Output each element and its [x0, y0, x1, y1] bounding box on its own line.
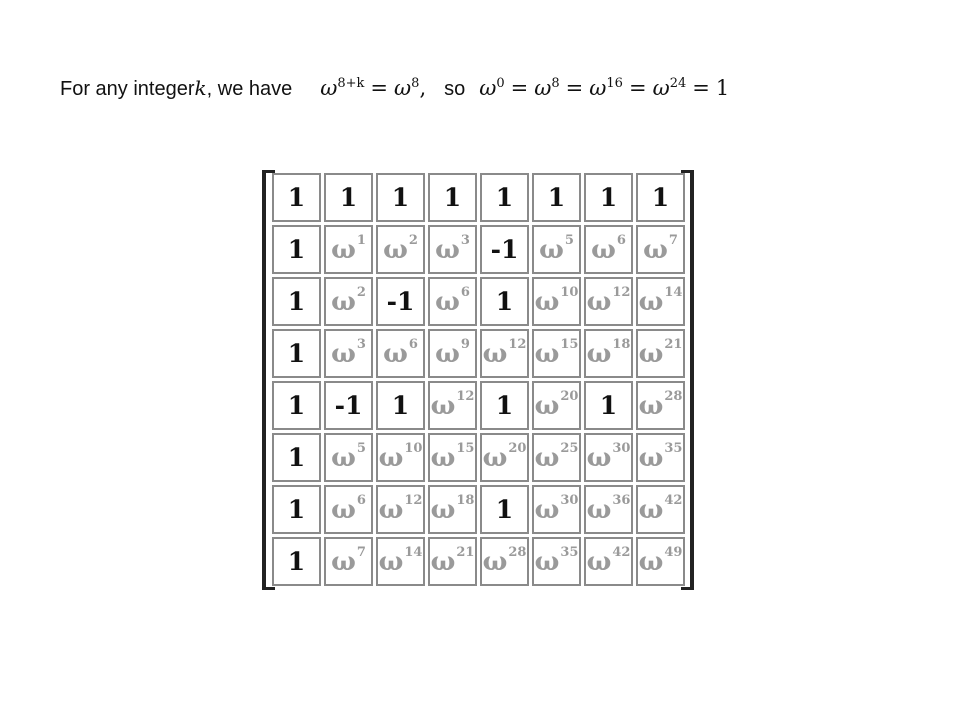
omega-base: ω — [383, 338, 408, 369]
omega-exponent: 5 — [356, 441, 366, 456]
omega-exponent: 10 — [404, 441, 423, 456]
matrix-grid — [272, 173, 685, 586]
matrix-cell — [532, 277, 581, 326]
omega-exponent: 49 — [664, 545, 683, 560]
matrix-cell — [532, 537, 581, 586]
matrix-cell — [376, 433, 425, 482]
omega-exponent: 20 — [560, 389, 579, 404]
omega-base: ω — [638, 546, 664, 577]
matrix-cell — [428, 537, 477, 586]
chain-term-base: ω — [479, 76, 497, 100]
matrix-cell: 1 — [272, 277, 321, 326]
omega-exponent: 2 — [408, 233, 418, 248]
omega-exponent: 14 — [404, 545, 423, 560]
matrix-cell — [636, 329, 685, 378]
matrix-cell: 1 — [272, 485, 321, 534]
omega-exponent: 7 — [668, 233, 678, 248]
omega-exponent: 21 — [456, 545, 475, 560]
matrix-cell: 1 — [376, 173, 425, 222]
eq1-lhs-base: ω — [320, 76, 338, 100]
omega-exponent: 7 — [356, 545, 366, 560]
omega-base: ω — [638, 286, 664, 317]
matrix-cell — [584, 277, 633, 326]
matrix-cell: 1 — [272, 381, 321, 430]
omega-exponent: 18 — [456, 493, 475, 508]
omega-exponent: 35 — [664, 441, 683, 456]
omega-base: ω — [331, 442, 356, 473]
matrix-cell: 1 — [584, 381, 633, 430]
matrix-cell: 1 — [428, 173, 477, 222]
equals-sign: = — [692, 76, 710, 100]
matrix-cell: 1 — [272, 329, 321, 378]
omega-base: ω — [638, 390, 664, 421]
omega-base: ω — [539, 234, 564, 265]
variable-k: k — [194, 76, 207, 100]
headline — [60, 76, 729, 108]
periodicity-equation: ω $^{8+k}$ = ω $^8$ , — [320, 76, 427, 100]
chain-term-base: ω — [534, 76, 552, 100]
matrix-cell: 1 — [480, 277, 529, 326]
chain-result: 1 — [715, 76, 730, 100]
right-bracket — [681, 170, 694, 590]
matrix-cell: 1 — [324, 173, 373, 222]
matrix-cell — [324, 277, 373, 326]
matrix-cell — [376, 485, 425, 534]
matrix-cell: 1 — [272, 537, 321, 586]
omega-base: ω — [435, 338, 460, 369]
omega-exponent: 28 — [508, 545, 527, 560]
omega-exponent: 2 — [356, 285, 366, 300]
omega-exponent: 15 — [560, 337, 579, 352]
omega-base: ω — [586, 494, 612, 525]
omega-exponent: 30 — [612, 441, 631, 456]
matrix-cell: -1 — [480, 225, 529, 274]
matrix-cell: 1 — [376, 381, 425, 430]
omega-exponent: 12 — [404, 493, 423, 508]
omega-base: ω — [430, 390, 456, 421]
omega-base: ω — [638, 442, 664, 473]
omega-base: ω — [534, 494, 560, 525]
matrix-cell — [428, 277, 477, 326]
matrix-cell — [532, 329, 581, 378]
omega-exponent: 3 — [356, 337, 366, 352]
omega-base: ω — [331, 546, 356, 577]
omega-base: ω — [586, 338, 612, 369]
omega-base: ω — [435, 234, 460, 265]
omega-exponent: 35 — [560, 545, 579, 560]
omega-exponent: 18 — [612, 337, 631, 352]
omega-base: ω — [435, 286, 460, 317]
omega-exponent: 42 — [612, 545, 631, 560]
omega-exponent: 28 — [664, 389, 683, 404]
matrix-cell: -1 — [376, 277, 425, 326]
omega-base: ω — [378, 494, 404, 525]
matrix-cell — [376, 329, 425, 378]
omega-exponent: 15 — [456, 441, 475, 456]
matrix-cell — [636, 381, 685, 430]
matrix-cell — [636, 485, 685, 534]
omega-exponent: 10 — [560, 285, 579, 300]
omega-base: ω — [586, 442, 612, 473]
omega-base: ω — [638, 338, 664, 369]
matrix-cell — [532, 381, 581, 430]
omega-exponent: 14 — [664, 285, 683, 300]
omega-exponent: 1 — [356, 233, 366, 248]
equals-sign: = — [510, 76, 529, 100]
omega-exponent: 3 — [460, 233, 470, 248]
matrix-cell — [584, 537, 633, 586]
equals-sign: = — [628, 76, 647, 100]
matrix-cell: 1 — [272, 173, 321, 222]
matrix-cell: 1 — [480, 381, 529, 430]
omega-base: ω — [430, 442, 456, 473]
matrix-cell — [636, 225, 685, 274]
matrix-cell: 1 — [636, 173, 685, 222]
omega-base: ω — [378, 442, 404, 473]
headline-prefix: For any integer — [60, 78, 195, 100]
omega-exponent: 5 — [564, 233, 574, 248]
matrix-cell: 1 — [272, 433, 321, 482]
matrix-cell — [584, 329, 633, 378]
omega-base: ω — [482, 338, 508, 369]
omega-base: ω — [331, 234, 356, 265]
equals-sign: = — [565, 76, 584, 100]
matrix-cell — [636, 537, 685, 586]
omega-base: ω — [586, 546, 612, 577]
matrix-cell — [480, 537, 529, 586]
omega-base: ω — [430, 546, 456, 577]
matrix-cell: 1 — [532, 173, 581, 222]
omega-exponent: 6 — [356, 493, 366, 508]
equals-sign: = — [370, 76, 389, 100]
matrix-cell — [636, 277, 685, 326]
omega-exponent: 6 — [460, 285, 470, 300]
matrix-cell — [324, 329, 373, 378]
omega-base: ω — [482, 546, 508, 577]
matrix-cell — [636, 433, 685, 482]
identity-chain: ω $^0$ = ω $^8$ = ω $^{16}$ = ω $^{24}$ = 1 — [479, 76, 730, 100]
matrix-cell — [532, 485, 581, 534]
chain-term-base: ω — [652, 76, 670, 100]
matrix-cell: 1 — [480, 173, 529, 222]
omega-base: ω — [378, 546, 404, 577]
matrix-cell — [428, 381, 477, 430]
matrix-cell — [376, 225, 425, 274]
omega-base: ω — [383, 234, 408, 265]
omega-base: ω — [430, 494, 456, 525]
omega-exponent: 12 — [456, 389, 475, 404]
matrix-cell — [480, 433, 529, 482]
omega-base: ω — [534, 390, 560, 421]
matrix-cell — [324, 433, 373, 482]
matrix-cell — [324, 225, 373, 274]
eq1-rhs-base: ω — [394, 76, 412, 100]
omega-base: ω — [643, 234, 668, 265]
omega-base: ω — [638, 494, 664, 525]
matrix-cell — [428, 225, 477, 274]
matrix-cell: -1 — [324, 381, 373, 430]
omega-exponent: 30 — [560, 493, 579, 508]
so-word: so — [444, 78, 466, 100]
omega-base: ω — [534, 546, 560, 577]
matrix-cell: 1 — [480, 485, 529, 534]
omega-base: ω — [591, 234, 616, 265]
omega-exponent: 42 — [664, 493, 683, 508]
matrix-cell — [584, 485, 633, 534]
omega-base: ω — [331, 494, 356, 525]
matrix-cell — [428, 485, 477, 534]
omega-exponent: 21 — [664, 337, 683, 352]
dft-matrix — [262, 168, 694, 592]
omega-exponent: 6 — [408, 337, 418, 352]
matrix-cell — [532, 225, 581, 274]
matrix-cell — [324, 537, 373, 586]
omega-exponent: 25 — [560, 441, 579, 456]
omega-exponent: 12 — [508, 337, 527, 352]
matrix-cell — [428, 329, 477, 378]
omega-base: ω — [331, 286, 356, 317]
omega-base: ω — [534, 286, 560, 317]
headline-mid: , we have — [206, 78, 293, 100]
omega-exponent: 20 — [508, 441, 527, 456]
matrix-cell: 1 — [272, 225, 321, 274]
matrix-cell — [480, 329, 529, 378]
matrix-cell — [428, 433, 477, 482]
omega-exponent: 9 — [460, 337, 470, 352]
omega-base: ω — [534, 338, 560, 369]
omega-base: ω — [586, 286, 612, 317]
eq1-comma: , — [419, 76, 427, 100]
omega-base: ω — [482, 442, 508, 473]
matrix-cell — [324, 485, 373, 534]
omega-base: ω — [331, 338, 356, 369]
matrix-cell — [584, 225, 633, 274]
chain-term-base: ω — [589, 76, 607, 100]
matrix-cell: 1 — [584, 173, 633, 222]
matrix-cell — [584, 433, 633, 482]
omega-base: ω — [534, 442, 560, 473]
matrix-cell — [532, 433, 581, 482]
omega-exponent: 12 — [612, 285, 631, 300]
omega-exponent: 6 — [616, 233, 626, 248]
matrix-cell — [376, 537, 425, 586]
omega-exponent: 36 — [612, 493, 631, 508]
